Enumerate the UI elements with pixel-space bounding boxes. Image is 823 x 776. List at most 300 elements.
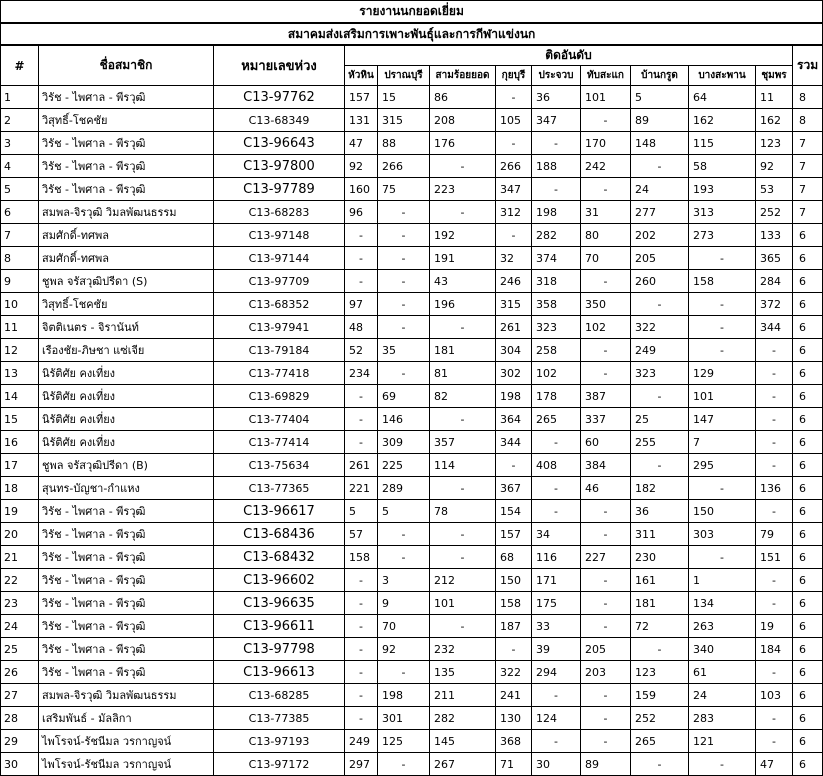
- member-name: วิรัช - ไพศาล - พีรวุฒิ: [39, 500, 214, 523]
- member-name: วิรัช - ไพศาล - พีรวุฒิ: [39, 546, 214, 569]
- race-score: 82: [430, 385, 496, 408]
- race-score: -: [378, 224, 430, 247]
- total-count: 6: [793, 247, 823, 270]
- race-score: 198: [496, 385, 532, 408]
- ring-number: C13-75634: [214, 454, 345, 477]
- race-score: -: [631, 638, 689, 661]
- row-number: 11: [1, 316, 39, 339]
- total-count: 6: [793, 615, 823, 638]
- race-score: 303: [689, 523, 756, 546]
- total-count: 6: [793, 661, 823, 684]
- total-count: 6: [793, 523, 823, 546]
- race-score: 124: [532, 707, 581, 730]
- race-score: -: [756, 569, 793, 592]
- race-score: -: [378, 316, 430, 339]
- race-score: 5: [378, 500, 430, 523]
- race-score: 304: [496, 339, 532, 362]
- race-score: 364: [496, 408, 532, 431]
- row-number: 8: [1, 247, 39, 270]
- race-score: 202: [631, 224, 689, 247]
- race-score: 191: [430, 247, 496, 270]
- race-score: -: [345, 408, 378, 431]
- row-number: 16: [1, 431, 39, 454]
- race-score: -: [378, 546, 430, 569]
- race-score: 24: [631, 178, 689, 201]
- race-score: -: [496, 638, 532, 661]
- total-count: 8: [793, 86, 823, 109]
- member-name: วิสุทธิ์-โชคชัย: [39, 109, 214, 132]
- race-score: -: [756, 362, 793, 385]
- race-score: 160: [345, 178, 378, 201]
- race-score: 230: [631, 546, 689, 569]
- race-score: 5: [631, 86, 689, 109]
- race-score: 357: [430, 431, 496, 454]
- race-score: -: [378, 661, 430, 684]
- row-number: 7: [1, 224, 39, 247]
- race-score: 33: [532, 615, 581, 638]
- race-score: 249: [631, 339, 689, 362]
- row-number: 27: [1, 684, 39, 707]
- member-name: วิรัช - ไพศาล - พีรวุฒิ: [39, 155, 214, 178]
- race-score: -: [631, 293, 689, 316]
- race-score: 323: [631, 362, 689, 385]
- race-score: -: [496, 454, 532, 477]
- race-score: 134: [689, 592, 756, 615]
- race-score: -: [430, 316, 496, 339]
- race-score: 198: [532, 201, 581, 224]
- row-number: 3: [1, 132, 39, 155]
- total-count: 6: [793, 408, 823, 431]
- total-header: รวม: [793, 45, 823, 86]
- ring-number: C13-77414: [214, 431, 345, 454]
- race-score: 198: [378, 684, 430, 707]
- race-header: บางสะพาน: [689, 66, 756, 86]
- race-header: บ้านกรูด: [631, 66, 689, 86]
- race-score: 157: [345, 86, 378, 109]
- member-name: วิสุทธิ์-โชคชัย: [39, 293, 214, 316]
- total-count: 6: [793, 753, 823, 776]
- race-score: 32: [496, 247, 532, 270]
- race-score: 242: [581, 155, 631, 178]
- race-score: 121: [689, 730, 756, 753]
- row-number: 24: [1, 615, 39, 638]
- race-score: 19: [756, 615, 793, 638]
- race-score: 158: [345, 546, 378, 569]
- race-score: -: [581, 569, 631, 592]
- member-name: สมพล-จิรวุฒิ วิมลพัฒนธรรม: [39, 201, 214, 224]
- ring-number: C13-68432: [214, 546, 345, 569]
- race-score: -: [532, 684, 581, 707]
- row-number: 12: [1, 339, 39, 362]
- member-name: ชูพล จรัสวุฒิปรีดา (S): [39, 270, 214, 293]
- race-score: 61: [689, 661, 756, 684]
- table-row: [1, 684, 823, 707]
- row-number: 1: [1, 86, 39, 109]
- member-name: สุนทร-บัญชา-กำแหง: [39, 477, 214, 500]
- race-score: 301: [378, 707, 430, 730]
- race-score: 102: [532, 362, 581, 385]
- race-score: -: [689, 316, 756, 339]
- ring-number: C13-68285: [214, 684, 345, 707]
- race-score: 283: [689, 707, 756, 730]
- table-row: [1, 477, 823, 500]
- table-row: [1, 201, 823, 224]
- race-score: 157: [496, 523, 532, 546]
- race-header: กุยบุรี: [496, 66, 532, 86]
- table-row: [1, 339, 823, 362]
- race-score: -: [345, 569, 378, 592]
- race-score: -: [378, 201, 430, 224]
- table-row: [1, 293, 823, 316]
- race-score: 147: [689, 408, 756, 431]
- race-score: 302: [496, 362, 532, 385]
- race-score: 408: [532, 454, 581, 477]
- ring-number: C13-97798: [214, 638, 345, 661]
- race-header: ทับสะแก: [581, 66, 631, 86]
- race-score: 150: [689, 500, 756, 523]
- race-score: 136: [756, 477, 793, 500]
- race-score: 53: [756, 178, 793, 201]
- total-count: 8: [793, 109, 823, 132]
- row-number: 5: [1, 178, 39, 201]
- race-score: 322: [631, 316, 689, 339]
- total-count: 6: [793, 569, 823, 592]
- race-score: 24: [689, 684, 756, 707]
- race-score: 265: [631, 730, 689, 753]
- table-row: [1, 753, 823, 776]
- race-score: 252: [756, 201, 793, 224]
- race-score: 340: [689, 638, 756, 661]
- race-score: -: [378, 753, 430, 776]
- race-score: -: [430, 546, 496, 569]
- ring-number: C13-97144: [214, 247, 345, 270]
- total-count: 6: [793, 339, 823, 362]
- race-score: 129: [689, 362, 756, 385]
- table-row: [1, 385, 823, 408]
- table-row: [1, 431, 823, 454]
- race-score: 284: [756, 270, 793, 293]
- race-score: -: [756, 707, 793, 730]
- race-score: 89: [631, 109, 689, 132]
- race-score: 161: [631, 569, 689, 592]
- row-number: 25: [1, 638, 39, 661]
- race-score: 221: [345, 477, 378, 500]
- race-score: 203: [581, 661, 631, 684]
- race-score: 184: [756, 638, 793, 661]
- row-number: 18: [1, 477, 39, 500]
- race-score: 263: [689, 615, 756, 638]
- ring-number: C13-77365: [214, 477, 345, 500]
- race-score: 252: [631, 707, 689, 730]
- race-score: -: [689, 546, 756, 569]
- index-header: #: [1, 45, 39, 86]
- race-score: 72: [631, 615, 689, 638]
- race-score: -: [378, 523, 430, 546]
- race-score: 69: [378, 385, 430, 408]
- race-score: -: [581, 270, 631, 293]
- race-score: 43: [430, 270, 496, 293]
- table-row: [1, 730, 823, 753]
- member-name: สมพล-จิรวุฒิ วิมลพัฒนธรรม: [39, 684, 214, 707]
- ring-number: C13-69829: [214, 385, 345, 408]
- table-row: [1, 546, 823, 569]
- race-score: 158: [689, 270, 756, 293]
- table-row: [1, 86, 823, 109]
- race-score: 205: [581, 638, 631, 661]
- race-score: 9: [378, 592, 430, 615]
- race-score: 135: [430, 661, 496, 684]
- race-score: -: [496, 224, 532, 247]
- member-name: เรืองชัย-ภิษชา แซ่เจีย: [39, 339, 214, 362]
- ring-number: C13-97193: [214, 730, 345, 753]
- race-score: 105: [496, 109, 532, 132]
- race-score: 261: [496, 316, 532, 339]
- total-count: 6: [793, 293, 823, 316]
- race-score: -: [581, 684, 631, 707]
- race-score: -: [345, 431, 378, 454]
- total-count: 6: [793, 546, 823, 569]
- race-score: 315: [378, 109, 430, 132]
- row-number: 4: [1, 155, 39, 178]
- race-score: 60: [581, 431, 631, 454]
- row-number: 22: [1, 569, 39, 592]
- race-score: 92: [378, 638, 430, 661]
- race-score: -: [430, 155, 496, 178]
- race-score: -: [345, 270, 378, 293]
- member-name: ไพโรจน์-รัชนีมล วรกาญจน์: [39, 753, 214, 776]
- race-score: 211: [430, 684, 496, 707]
- ring-header: หมายเลขห่วง: [214, 45, 345, 86]
- table-row: [1, 155, 823, 178]
- member-name: ชูพล จรัสวุฒิปรีดา (B): [39, 454, 214, 477]
- table-row: [1, 132, 823, 155]
- ring-number: C13-97941: [214, 316, 345, 339]
- table-row: [1, 661, 823, 684]
- race-score: -: [756, 454, 793, 477]
- race-score: 146: [378, 408, 430, 431]
- race-score: -: [496, 86, 532, 109]
- race-score: -: [581, 523, 631, 546]
- table-row: [1, 707, 823, 730]
- race-score: -: [345, 224, 378, 247]
- race-score: 246: [496, 270, 532, 293]
- race-score: -: [581, 730, 631, 753]
- race-score: 31: [581, 201, 631, 224]
- table-row: [1, 523, 823, 546]
- race-score: 78: [430, 500, 496, 523]
- race-score: 313: [689, 201, 756, 224]
- race-score: -: [689, 293, 756, 316]
- total-count: 6: [793, 684, 823, 707]
- race-score: 225: [378, 454, 430, 477]
- table-row: [1, 592, 823, 615]
- race-score: 188: [532, 155, 581, 178]
- race-score: 30: [532, 753, 581, 776]
- ring-number: C13-96643: [214, 132, 345, 155]
- race-score: 176: [430, 132, 496, 155]
- race-score: -: [532, 500, 581, 523]
- race-header: หัวหิน: [345, 66, 378, 86]
- race-score: 101: [689, 385, 756, 408]
- total-count: 6: [793, 454, 823, 477]
- race-score: 344: [496, 431, 532, 454]
- race-score: 68: [496, 546, 532, 569]
- race-score: 241: [496, 684, 532, 707]
- race-score: 282: [430, 707, 496, 730]
- race-score: -: [430, 523, 496, 546]
- race-score: 312: [496, 201, 532, 224]
- report-title: รายงานนกยอดเยี่ยม: [1, 1, 823, 24]
- race-score: -: [532, 178, 581, 201]
- race-score: 3: [378, 569, 430, 592]
- race-score: 277: [631, 201, 689, 224]
- race-score: 39: [532, 638, 581, 661]
- total-count: 7: [793, 201, 823, 224]
- ring-number: C13-96613: [214, 661, 345, 684]
- race-score: 47: [756, 753, 793, 776]
- row-number: 2: [1, 109, 39, 132]
- table-row: [1, 408, 823, 431]
- race-score: 36: [631, 500, 689, 523]
- race-score: 145: [430, 730, 496, 753]
- table-row: [1, 569, 823, 592]
- ring-number: C13-97172: [214, 753, 345, 776]
- race-score: -: [631, 454, 689, 477]
- race-score: -: [378, 293, 430, 316]
- total-count: 6: [793, 592, 823, 615]
- race-score: 70: [581, 247, 631, 270]
- ring-number: C13-97709: [214, 270, 345, 293]
- member-name: เสริมพันธ์ - มัลลิกา: [39, 707, 214, 730]
- table-row: [1, 454, 823, 477]
- race-score: -: [631, 155, 689, 178]
- member-rows: [1, 86, 823, 776]
- race-score: 46: [581, 477, 631, 500]
- race-score: 5: [345, 500, 378, 523]
- member-name: วิรัช - ไพศาล - พีรวุฒิ: [39, 638, 214, 661]
- race-score: 96: [345, 201, 378, 224]
- table-row: [1, 109, 823, 132]
- race-score: 187: [496, 615, 532, 638]
- race-score: 347: [496, 178, 532, 201]
- ring-number: C13-96635: [214, 592, 345, 615]
- race-score: 261: [345, 454, 378, 477]
- race-score: 265: [532, 408, 581, 431]
- race-score: 178: [532, 385, 581, 408]
- member-name: ไพโรจน์-รัชนีมล วรกาญจน์: [39, 730, 214, 753]
- race-score: 171: [532, 569, 581, 592]
- race-score: 182: [631, 477, 689, 500]
- total-count: 6: [793, 500, 823, 523]
- race-score: 101: [430, 592, 496, 615]
- race-score: 162: [756, 109, 793, 132]
- race-score: -: [345, 385, 378, 408]
- member-name: วิรัช - ไพศาล - พีรวุฒิ: [39, 569, 214, 592]
- race-score: 227: [581, 546, 631, 569]
- member-name: วิรัช - ไพศาล - พีรวุฒิ: [39, 615, 214, 638]
- race-score: 88: [378, 132, 430, 155]
- ring-number: C13-68436: [214, 523, 345, 546]
- race-score: 374: [532, 247, 581, 270]
- total-count: 7: [793, 155, 823, 178]
- race-score: 181: [430, 339, 496, 362]
- ring-number: C13-97789: [214, 178, 345, 201]
- race-score: 258: [532, 339, 581, 362]
- race-score: 208: [430, 109, 496, 132]
- race-score: 35: [378, 339, 430, 362]
- member-name: วิรัช - ไพศาล - พีรวุฒิ: [39, 523, 214, 546]
- race-score: -: [631, 385, 689, 408]
- row-number: 20: [1, 523, 39, 546]
- race-score: 255: [631, 431, 689, 454]
- race-score: 79: [756, 523, 793, 546]
- race-score: 64: [689, 86, 756, 109]
- race-score: 175: [532, 592, 581, 615]
- row-number: 13: [1, 362, 39, 385]
- member-name: วิรัช - ไพศาล - พีรวุฒิ: [39, 178, 214, 201]
- race-score: -: [756, 661, 793, 684]
- member-name: นิรัติศัย คงเที่ยง: [39, 385, 214, 408]
- race-score: -: [532, 431, 581, 454]
- placed-header: ติดอันดับ: [345, 45, 793, 66]
- race-score: 282: [532, 224, 581, 247]
- race-score: 80: [581, 224, 631, 247]
- race-score: 181: [631, 592, 689, 615]
- race-score: -: [345, 661, 378, 684]
- race-score: 75: [378, 178, 430, 201]
- ring-number: C13-96611: [214, 615, 345, 638]
- race-score: 116: [532, 546, 581, 569]
- race-score: -: [430, 477, 496, 500]
- race-score: -: [581, 109, 631, 132]
- race-score: -: [345, 707, 378, 730]
- race-score: -: [532, 477, 581, 500]
- race-score: 193: [689, 178, 756, 201]
- total-count: 6: [793, 638, 823, 661]
- race-score: -: [345, 592, 378, 615]
- row-number: 26: [1, 661, 39, 684]
- race-score: 36: [532, 86, 581, 109]
- race-score: 212: [430, 569, 496, 592]
- race-score: 368: [496, 730, 532, 753]
- race-score: 25: [631, 408, 689, 431]
- race-score: 311: [631, 523, 689, 546]
- race-score: 347: [532, 109, 581, 132]
- race-score: 48: [345, 316, 378, 339]
- row-number: 14: [1, 385, 39, 408]
- race-score: 162: [689, 109, 756, 132]
- race-score: 57: [345, 523, 378, 546]
- race-score: -: [756, 500, 793, 523]
- race-score: 97: [345, 293, 378, 316]
- row-number: 29: [1, 730, 39, 753]
- race-score: -: [689, 247, 756, 270]
- member-name: วิรัช - ไพศาล - พีรวุฒิ: [39, 661, 214, 684]
- race-score: 133: [756, 224, 793, 247]
- ring-number: C13-97800: [214, 155, 345, 178]
- race-score: -: [631, 753, 689, 776]
- row-number: 6: [1, 201, 39, 224]
- row-number: 15: [1, 408, 39, 431]
- race-score: 151: [756, 546, 793, 569]
- race-score: -: [581, 178, 631, 201]
- row-number: 28: [1, 707, 39, 730]
- row-number: 21: [1, 546, 39, 569]
- race-score: 1: [689, 569, 756, 592]
- race-score: 223: [430, 178, 496, 201]
- race-score: 159: [631, 684, 689, 707]
- race-score: -: [496, 132, 532, 155]
